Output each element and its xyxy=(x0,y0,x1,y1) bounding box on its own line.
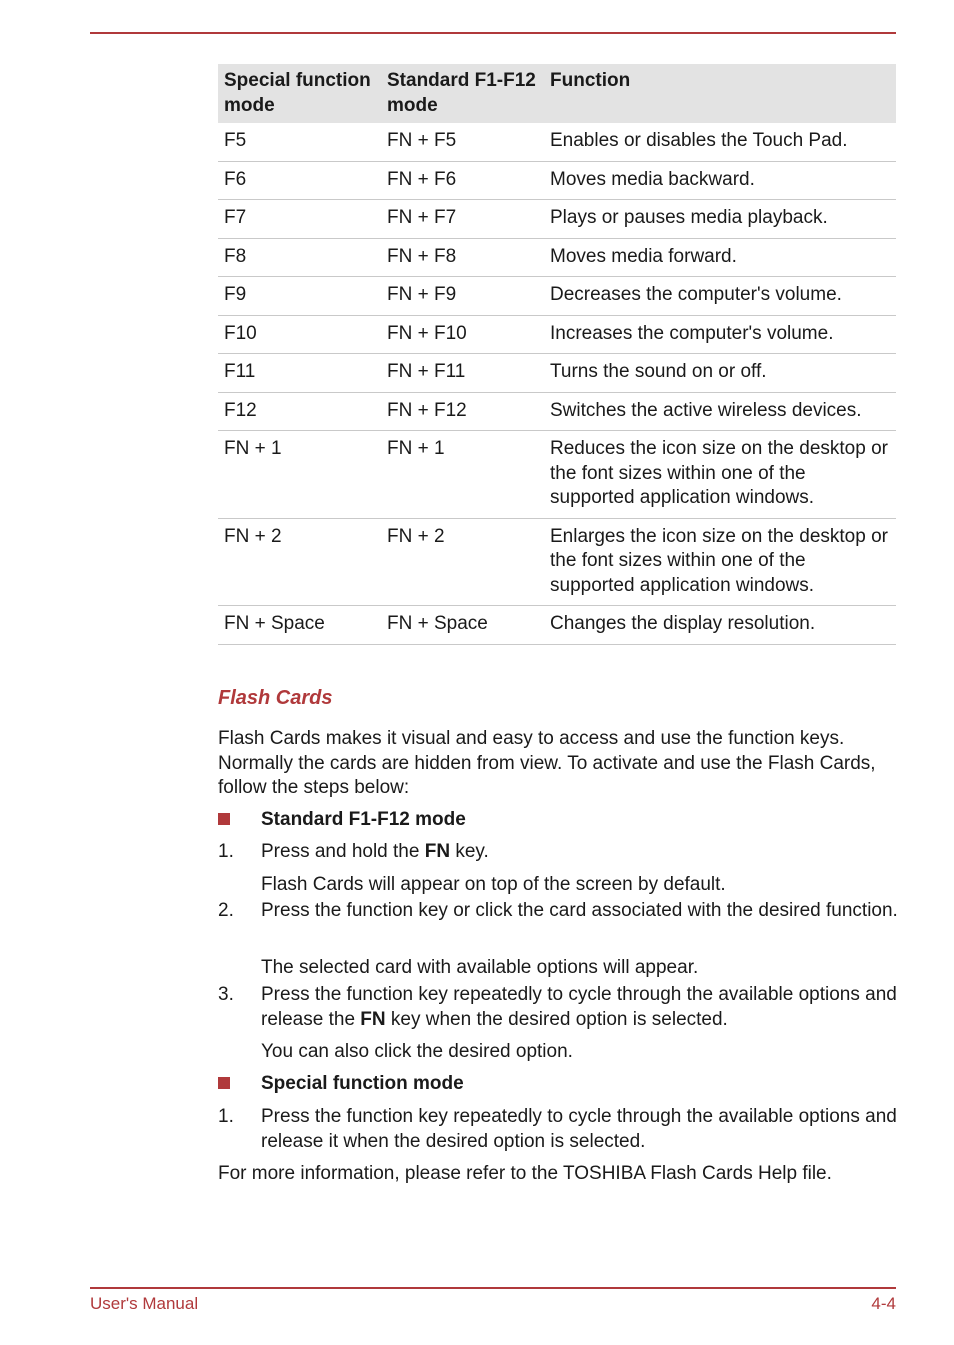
cell-function: Enlarges the icon size on the desktop or the font sizes within one of the supported application windows. xyxy=(544,518,896,606)
cell-function: Changes the display resolution. xyxy=(544,606,896,645)
outro-paragraph: For more information, please refer to the TOSHIBA Flash Cards Help file. xyxy=(218,1163,832,1184)
standard-mode-heading: Standard F1-F12 mode xyxy=(261,809,466,830)
step-number: 2. xyxy=(218,900,234,921)
step-number: 1. xyxy=(218,1106,234,1127)
step-number: 1. xyxy=(218,841,234,862)
cell-standard: FN + Space xyxy=(381,606,544,645)
step-text: Press the function key repeatedly to cycle through the available options and release it when the desired option is selected. xyxy=(261,1106,897,1152)
cell-standard: FN + F9 xyxy=(381,277,544,316)
standard-note-2: The selected card with available options will appear. xyxy=(261,957,699,978)
table-row xyxy=(218,431,896,519)
cell-function: Reduces the icon size on the desktop or the font sizes within one of the supported application windows. xyxy=(544,431,896,519)
cell-function: Moves media forward. xyxy=(544,238,896,277)
table-row xyxy=(218,161,896,200)
column-header-function: Function xyxy=(544,64,896,123)
cell-special: F11 xyxy=(218,354,381,393)
column-header-special: Special function mode xyxy=(218,64,381,123)
table-row xyxy=(218,518,896,606)
cell-standard: FN + 1 xyxy=(381,431,544,519)
cell-function: Moves media backward. xyxy=(544,161,896,200)
table-row xyxy=(218,123,896,161)
footer-page-number: 4-4 xyxy=(871,1294,896,1313)
cell-standard: FN + F6 xyxy=(381,161,544,200)
cell-special: F9 xyxy=(218,277,381,316)
column-header-standard: Standard F1-F12 mode xyxy=(381,64,544,123)
table-row xyxy=(218,200,896,239)
step-text: Press and hold the FN key. xyxy=(261,841,489,862)
cell-special: FN + 2 xyxy=(218,518,381,606)
standard-note-1: Flash Cards will appear on top of the screen by default. xyxy=(261,874,726,895)
footer-rule xyxy=(90,1287,896,1289)
intro-paragraph: Flash Cards makes it visual and easy to access and use the function keys. Normally the cards are hidden from view. To activate and use the Flash Cards, follow the steps below: xyxy=(218,728,876,798)
cell-function: Enables or disables the Touch Pad. xyxy=(544,123,896,161)
standard-note-3: You can also click the desired option. xyxy=(261,1041,573,1062)
cell-special: FN + 1 xyxy=(218,431,381,519)
cell-function: Turns the sound on or off. xyxy=(544,354,896,393)
table-row xyxy=(218,315,896,354)
cell-standard: FN + F8 xyxy=(381,238,544,277)
cell-standard: FN + F11 xyxy=(381,354,544,393)
cell-special: F7 xyxy=(218,200,381,239)
square-bullet-icon xyxy=(218,813,230,825)
cell-function: Plays or pauses media playback. xyxy=(544,200,896,239)
cell-standard: FN + F10 xyxy=(381,315,544,354)
step-text: Press the function key repeatedly to cycle through the available options and release the FN key when the desired option is selected. xyxy=(261,984,897,1030)
table-row xyxy=(218,606,896,645)
cell-special: F6 xyxy=(218,161,381,200)
cell-function: Decreases the computer's volume. xyxy=(544,277,896,316)
cell-function: Increases the computer's volume. xyxy=(544,315,896,354)
step-number: 3. xyxy=(218,984,234,1005)
table-row xyxy=(218,392,896,431)
cell-standard: FN + F7 xyxy=(381,200,544,239)
table-row xyxy=(218,277,896,316)
step-text: Press the function key or click the card associated with the desired function. xyxy=(261,900,898,921)
function-key-table xyxy=(218,64,896,645)
cell-special: F12 xyxy=(218,392,381,431)
table-row xyxy=(218,354,896,393)
table-row xyxy=(218,238,896,277)
square-bullet-icon xyxy=(218,1077,230,1089)
table-header-row xyxy=(218,64,896,123)
cell-special: FN + Space xyxy=(218,606,381,645)
footer-manual-title: User's Manual xyxy=(90,1294,199,1313)
cell-standard: FN + 2 xyxy=(381,518,544,606)
header-rule xyxy=(90,32,896,34)
cell-special: F10 xyxy=(218,315,381,354)
cell-standard: FN + F12 xyxy=(381,392,544,431)
section-title: Flash Cards xyxy=(218,687,333,709)
cell-special: F5 xyxy=(218,123,381,161)
cell-special: F8 xyxy=(218,238,381,277)
cell-standard: FN + F5 xyxy=(381,123,544,161)
cell-function: Switches the active wireless devices. xyxy=(544,392,896,431)
special-mode-heading: Special function mode xyxy=(261,1073,464,1094)
